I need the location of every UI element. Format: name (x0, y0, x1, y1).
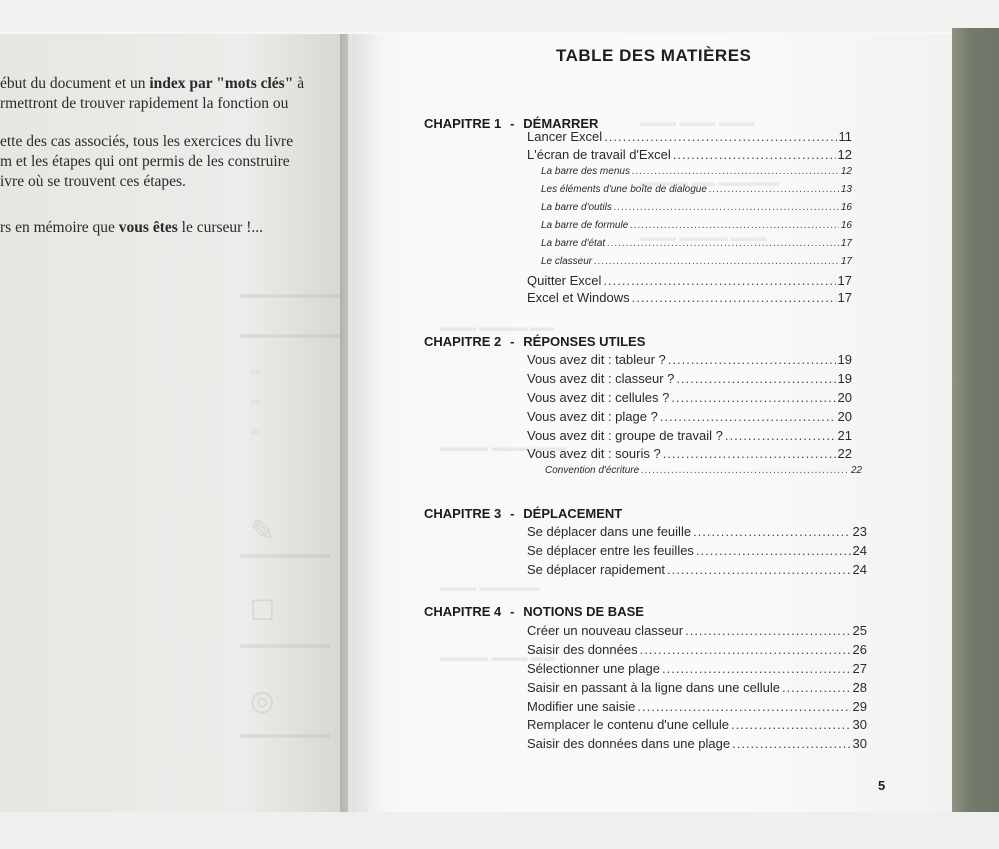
background-top (0, 0, 999, 32)
background-bottom (0, 812, 999, 849)
toc-entry[interactable]: L'écran de travail d'Excel ..... 12 (527, 147, 852, 162)
page-number: 5 (878, 778, 886, 793)
show-through-text: ◎ (250, 686, 275, 717)
toc-entry[interactable]: Se déplacer dans une feuille ..... 23 (527, 524, 867, 539)
toc-entry[interactable]: Saisir en passant à la ligne dans une cellule ..... 28 (527, 680, 867, 695)
toc-entry[interactable]: Vous avez dit : souris ? ..... 22 (527, 446, 852, 461)
toc-entry[interactable]: Remplacer le contenu d'une cellule ..... 30 (527, 717, 867, 732)
toc-entry[interactable]: Se déplacer rapidement ..... 24 (527, 562, 867, 577)
toc-entry[interactable]: Modifier une saisie ..... 29 (527, 699, 867, 714)
toc-entry[interactable]: Créer un nouveau classeur ..... 25 (527, 623, 867, 638)
left-text-line: ette des cas associés, tous les exercices du livre (0, 133, 294, 150)
chapter-heading: CHAPITRE 3 - DÉPLACEMENT (424, 506, 623, 521)
left-text-line: m et les étapes qui ont permis de les construire (0, 153, 290, 170)
left-page (0, 34, 348, 812)
page-gutter-shadow (340, 34, 380, 812)
toc-entry[interactable]: Lancer Excel ..... 11 (527, 129, 852, 144)
show-through-text: ⇦ (250, 364, 261, 379)
show-through-line (240, 334, 340, 338)
show-through-line (240, 294, 340, 298)
show-through-line (240, 734, 330, 738)
show-through-line (240, 644, 330, 648)
show-through-text: ✎ (250, 515, 276, 548)
show-through-text: ▬▬▬ ▬▬▬▬▬ (440, 580, 540, 594)
show-through-text: ☐ (250, 596, 276, 627)
toc-title: TABLE DES MATIÈRES (556, 46, 752, 65)
chapter-heading: CHAPITRE 4 - NOTIONS DE BASE (424, 604, 644, 619)
left-text-line: ébut du document et un index par "mots clés" à (0, 75, 305, 92)
show-through-text: ⇦ (250, 424, 261, 439)
toc-subentry[interactable]: Les éléments d'une boîte de dialogue ..... 13 (541, 184, 852, 195)
chapter-heading: CHAPITRE 2 - RÉPONSES UTILES (424, 334, 646, 349)
toc-entry[interactable]: Excel et Windows ..... 17 (527, 290, 852, 305)
left-text-line: ivre où se trouvent ces étapes. (0, 173, 186, 190)
left-text-line: rmettront de trouver rapidement la fonction ou (0, 95, 289, 112)
show-through-text: ⇦ (250, 394, 261, 409)
left-text-line: rs en mémoire que vous êtes le curseur !... (0, 219, 263, 236)
toc-entry[interactable]: Saisir des données dans une plage ..... 30 (527, 736, 867, 751)
show-through-text: ▬▬▬ ▬▬▬▬ ▬▬▬ (640, 230, 767, 244)
show-through-text: ▬▬▬ ▬▬▬ ▬▬▬ (640, 115, 755, 129)
toc-entry[interactable]: Vous avez dit : plage ? ..... 20 (527, 409, 852, 424)
toc-subentry[interactable]: La barre d'état ..... 17 (541, 238, 852, 249)
show-through-line (240, 554, 330, 558)
toc-entry[interactable]: Saisir des données ..... 26 (527, 642, 867, 657)
show-through-text: ▬▬▬▬ ▬▬▬ ▬▬ (440, 650, 555, 664)
toc-entry[interactable]: Vous avez dit : groupe de travail ? ..... 21 (527, 428, 852, 443)
toc-subentry[interactable]: La barre des menus ..... 12 (541, 166, 852, 177)
toc-entry[interactable]: Vous avez dit : classeur ? ..... 19 (527, 371, 852, 386)
toc-subentry[interactable]: Convention d'écriture ..... 22 (545, 465, 862, 476)
show-through-text: ▬▬▬▬ ▬▬▬ ▬▬▬ (440, 440, 567, 454)
toc-entry[interactable]: Sélectionner une plage ..... 27 (527, 661, 867, 676)
toc-subentry[interactable]: La barre d'outils ..... 16 (541, 202, 852, 213)
show-through-text: ▬▬▬ ▬▬▬▬ ▬▬ (440, 320, 555, 334)
show-through-text: ▬▬▬▬ ▬▬ ▬▬▬▬▬ (640, 175, 779, 189)
toc-entry[interactable]: Se déplacer entre les feuilles ..... 24 (527, 543, 867, 558)
toc-entry[interactable]: Vous avez dit : cellules ? ..... 20 (527, 390, 852, 405)
toc-entry[interactable]: Vous avez dit : tableur ? ..... 19 (527, 352, 852, 367)
toc-subentry[interactable]: La barre de formule ..... 16 (541, 220, 852, 231)
toc-subentry[interactable]: Le classeur ..... 17 (541, 256, 852, 267)
background-right-edge (952, 28, 999, 818)
chapter-heading: CHAPITRE 1 - DÉMARRER (424, 116, 599, 131)
toc-entry[interactable]: Quitter Excel ..... 17 (527, 273, 852, 288)
